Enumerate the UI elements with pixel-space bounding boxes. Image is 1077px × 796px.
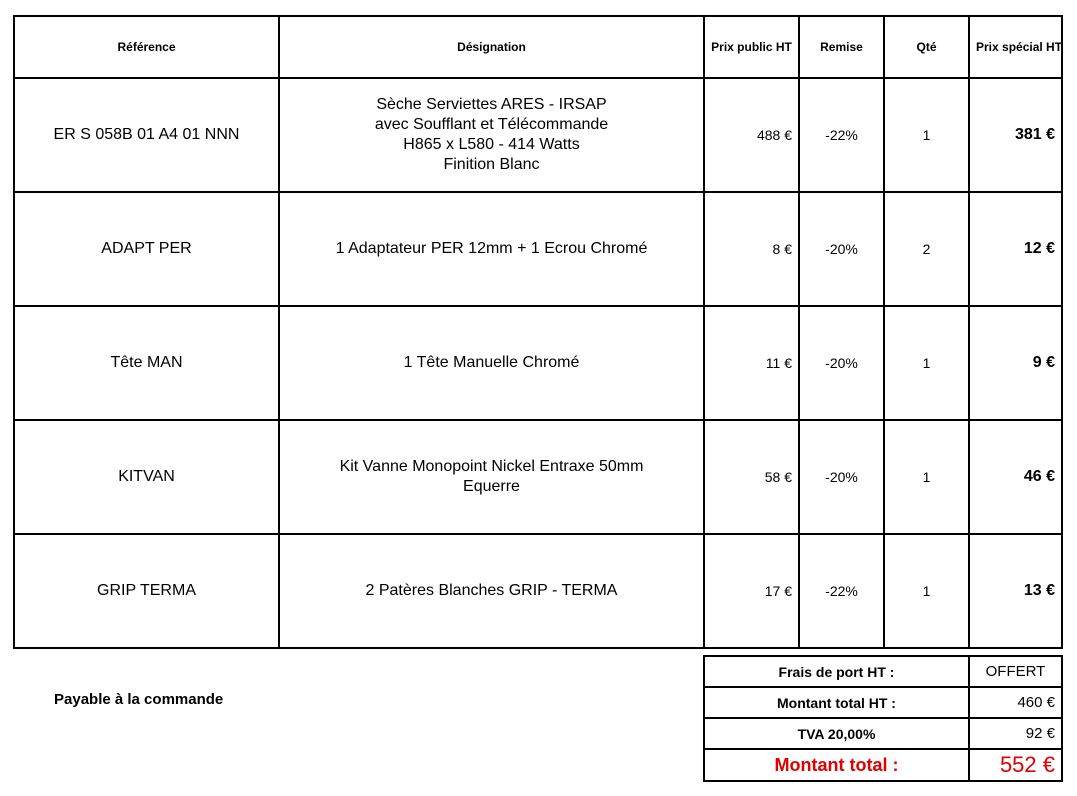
shipping-value: OFFERT <box>969 656 1062 687</box>
totals-table <box>703 655 1063 782</box>
item-prix-public: 11 € <box>704 306 799 420</box>
item-remise: -22% <box>799 534 884 648</box>
item-remise: -20% <box>799 306 884 420</box>
header-reference: Référence <box>14 16 279 78</box>
grand-total-row <box>704 749 1062 781</box>
item-remise: -22% <box>799 78 884 192</box>
designation-line: Equerre <box>463 478 520 495</box>
header-prix-special: Prix spécial HT <box>969 16 1062 78</box>
item-prix-public: 17 € <box>704 534 799 648</box>
shipping-label: Frais de port HT : <box>704 656 969 687</box>
designation-line: 1 Tête Manuelle Chromé <box>403 354 580 371</box>
item-qte: 1 <box>884 78 969 192</box>
item-qte: 1 <box>884 420 969 534</box>
header-designation: Désignation <box>279 16 704 78</box>
item-prix-public: 8 € <box>704 192 799 306</box>
item-prix-special: 12 € <box>969 192 1062 306</box>
item-reference: Tête MAN <box>14 306 279 420</box>
item-designation <box>279 534 704 648</box>
tva-label: TVA 20,00% <box>704 718 969 749</box>
item-prix-special: 381 € <box>969 78 1062 192</box>
header-remise: Remise <box>799 16 884 78</box>
item-reference: ER S 058B 01 A4 01 NNN <box>14 78 279 192</box>
item-designation <box>279 420 704 534</box>
total-ht-value: 460 € <box>969 687 1062 718</box>
grand-total-label: Montant total : <box>704 749 969 781</box>
item-qte: 1 <box>884 534 969 648</box>
table-row <box>14 420 1062 534</box>
grand-total-value: 552 € <box>969 749 1062 781</box>
table-row <box>14 534 1062 648</box>
total-ht-label: Montant total HT : <box>704 687 969 718</box>
item-designation <box>279 78 704 192</box>
item-qte: 2 <box>884 192 969 306</box>
item-prix-special: 13 € <box>969 534 1062 648</box>
item-reference: KITVAN <box>14 420 279 534</box>
table-row <box>14 78 1062 192</box>
designation-line: 1 Adaptateur PER 12mm + 1 Ecrou Chromé <box>335 240 648 257</box>
item-prix-special: 46 € <box>969 420 1062 534</box>
tva-row <box>704 718 1062 749</box>
item-reference: ADAPT PER <box>14 192 279 306</box>
item-remise: -20% <box>799 420 884 534</box>
shipping-row <box>704 656 1062 687</box>
designation-line: avec Soufflant et Télécommande <box>374 116 609 133</box>
item-prix-special: 9 € <box>969 306 1062 420</box>
designation-line: 2 Patères Blanches GRIP - TERMA <box>365 582 618 599</box>
item-designation <box>279 192 704 306</box>
tva-value: 92 € <box>969 718 1062 749</box>
table-row <box>14 306 1062 420</box>
table-row <box>14 192 1062 306</box>
designation-line: Sèche Serviettes ARES - IRSAP <box>376 96 607 113</box>
item-qte: 1 <box>884 306 969 420</box>
header-prix-public: Prix public HT <box>704 16 799 78</box>
items-table <box>13 15 1063 649</box>
item-prix-public: 488 € <box>704 78 799 192</box>
payment-terms: Payable à la commande <box>54 691 224 708</box>
item-reference: GRIP TERMA <box>14 534 279 648</box>
designation-line: Kit Vanne Monopoint Nickel Entraxe 50mm <box>339 458 644 475</box>
designation-line: Finition Blanc <box>443 156 540 173</box>
designation-line: H865 x L580 - 414 Watts <box>403 136 580 153</box>
total-ht-row <box>704 687 1062 718</box>
item-remise: -20% <box>799 192 884 306</box>
item-designation <box>279 306 704 420</box>
header-row <box>14 16 1062 78</box>
header-qte: Qté <box>884 16 969 78</box>
item-prix-public: 58 € <box>704 420 799 534</box>
